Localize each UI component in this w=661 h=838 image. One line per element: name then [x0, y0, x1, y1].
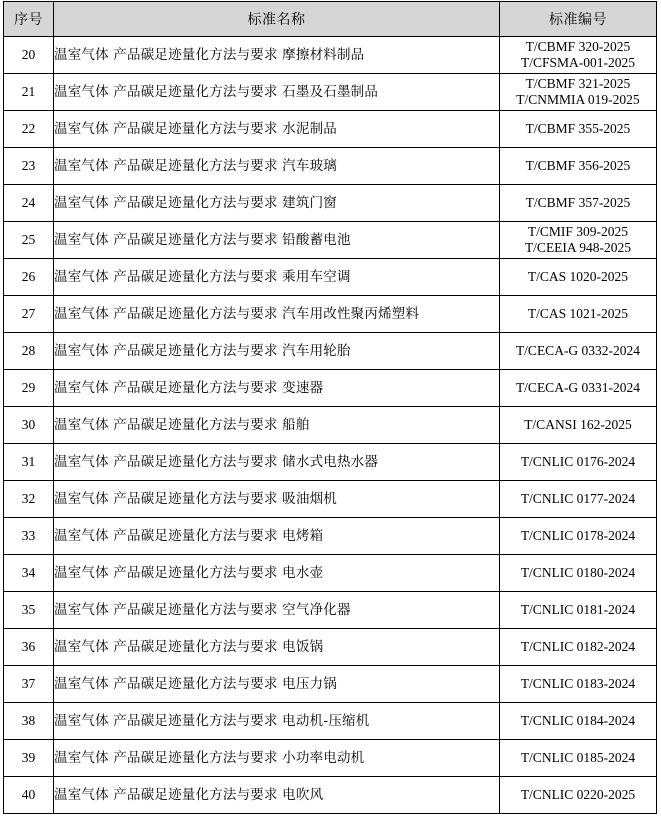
standard-code-line: T/CNLIC 0184-2024	[520, 713, 636, 728]
row-standard-code	[500, 518, 657, 555]
row-standard-name: 温室气体 产品碳足迹量化方法与要求 水泥制品	[54, 111, 500, 148]
standard-code-line: T/CBMF 356-2025	[525, 158, 631, 173]
standard-code-line: T/CNLIC 0176-2024	[520, 454, 636, 469]
row-standard-code	[500, 74, 657, 111]
table-row	[4, 740, 657, 777]
row-standard-code	[500, 444, 657, 481]
table-row	[4, 777, 657, 814]
row-standard-name: 温室气体 产品碳足迹量化方法与要求 摩擦材料制品	[54, 37, 500, 74]
standards-table	[3, 1, 657, 814]
table-header	[4, 2, 657, 37]
row-standard-name: 温室气体 产品碳足迹量化方法与要求 乘用车空调	[54, 259, 500, 296]
row-seq-number: 35	[4, 592, 54, 629]
table-row	[4, 259, 657, 296]
row-standard-code	[500, 185, 657, 222]
standard-code-line: T/CNLIC 0182-2024	[520, 639, 636, 654]
row-seq-number: 40	[4, 777, 54, 814]
row-standard-code	[500, 740, 657, 777]
standard-code-line: T/CBMF 321-2025	[525, 76, 631, 91]
table-row	[4, 111, 657, 148]
row-standard-name: 温室气体 产品碳足迹量化方法与要求 储水式电热水器	[54, 444, 500, 481]
standard-code-line: T/CNMMIA 019-2025	[516, 92, 640, 107]
row-seq-number: 34	[4, 555, 54, 592]
standard-code-line: T/CECA-G 0332-2024	[515, 343, 641, 358]
row-seq-number: 24	[4, 185, 54, 222]
row-seq-number: 38	[4, 703, 54, 740]
row-standard-name: 温室气体 产品碳足迹量化方法与要求 电压力锅	[54, 666, 500, 703]
row-standard-name: 温室气体 产品碳足迹量化方法与要求 变速器	[54, 370, 500, 407]
standard-code-line: T/CANSI 162-2025	[524, 417, 632, 432]
row-seq-number: 23	[4, 148, 54, 185]
table-row	[4, 407, 657, 444]
row-standard-name: 温室气体 产品碳足迹量化方法与要求 电吹风	[54, 777, 500, 814]
table-row	[4, 185, 657, 222]
row-seq-number: 27	[4, 296, 54, 333]
row-standard-code	[500, 777, 657, 814]
row-standard-code	[500, 37, 657, 74]
table-row	[4, 444, 657, 481]
header-row	[4, 2, 657, 37]
row-seq-number: 33	[4, 518, 54, 555]
standard-code-line: T/CNLIC 0183-2024	[520, 676, 636, 691]
standard-code-line: T/CECA-G 0331-2024	[515, 380, 641, 395]
row-standard-name: 温室气体 产品碳足迹量化方法与要求 吸油烟机	[54, 481, 500, 518]
row-seq-number: 39	[4, 740, 54, 777]
table-row	[4, 37, 657, 74]
row-seq-number: 37	[4, 666, 54, 703]
standard-code-line: T/CAS 1021-2025	[527, 306, 629, 321]
row-standard-name: 温室气体 产品碳足迹量化方法与要求 电水壶	[54, 555, 500, 592]
row-standard-code	[500, 222, 657, 259]
row-standard-name: 温室气体 产品碳足迹量化方法与要求 铅酸蓄电池	[54, 222, 500, 259]
row-standard-name: 温室气体 产品碳足迹量化方法与要求 汽车用轮胎	[54, 333, 500, 370]
standard-code-line: T/CAS 1020-2025	[527, 269, 629, 284]
standard-code-line: T/CBMF 355-2025	[525, 121, 631, 136]
table-row	[4, 333, 657, 370]
row-seq-number: 22	[4, 111, 54, 148]
row-standard-code	[500, 407, 657, 444]
row-standard-code	[500, 629, 657, 666]
header-seq: 序号	[4, 2, 54, 37]
row-seq-number: 32	[4, 481, 54, 518]
standard-code-line: T/CNLIC 0181-2024	[520, 602, 636, 617]
standard-code-line: T/CNLIC 0178-2024	[520, 528, 636, 543]
row-seq-number: 25	[4, 222, 54, 259]
table-row	[4, 148, 657, 185]
table-row	[4, 703, 657, 740]
standard-code-line: T/CNLIC 0185-2024	[520, 750, 636, 765]
row-seq-number: 31	[4, 444, 54, 481]
row-standard-code	[500, 148, 657, 185]
standard-code-line: T/CBMF 320-2025	[525, 39, 631, 54]
standard-code-line: T/CNLIC 0220-2025	[520, 787, 636, 802]
table-row	[4, 222, 657, 259]
row-standard-code	[500, 296, 657, 333]
standard-code-line: T/CNLIC 0180-2024	[520, 565, 636, 580]
row-standard-name: 温室气体 产品碳足迹量化方法与要求 小功率电动机	[54, 740, 500, 777]
row-seq-number: 29	[4, 370, 54, 407]
row-standard-name: 温室气体 产品碳足迹量化方法与要求 电烤箱	[54, 518, 500, 555]
row-standard-name: 温室气体 产品碳足迹量化方法与要求 建筑门窗	[54, 185, 500, 222]
standard-code-line: T/CMIF 309-2025	[527, 224, 629, 239]
table-row	[4, 481, 657, 518]
row-standard-name: 温室气体 产品碳足迹量化方法与要求 船舶	[54, 407, 500, 444]
header-code: 标准编号	[500, 2, 657, 37]
table-row	[4, 666, 657, 703]
standard-code-line: T/CNLIC 0177-2024	[520, 491, 636, 506]
table-row	[4, 74, 657, 111]
row-seq-number: 30	[4, 407, 54, 444]
row-standard-code	[500, 703, 657, 740]
row-standard-name: 温室气体 产品碳足迹量化方法与要求 汽车玻璃	[54, 148, 500, 185]
standard-code-line: T/CFSMA-001-2025	[520, 55, 635, 70]
table-row	[4, 592, 657, 629]
row-seq-number: 21	[4, 74, 54, 111]
table-body	[4, 37, 657, 814]
table-row	[4, 629, 657, 666]
row-standard-code	[500, 259, 657, 296]
row-standard-name: 温室气体 产品碳足迹量化方法与要求 电饭锅	[54, 629, 500, 666]
row-standard-code	[500, 370, 657, 407]
row-seq-number: 26	[4, 259, 54, 296]
row-seq-number: 20	[4, 37, 54, 74]
row-standard-code	[500, 333, 657, 370]
table-row	[4, 296, 657, 333]
table-row	[4, 518, 657, 555]
row-seq-number: 36	[4, 629, 54, 666]
row-standard-name: 温室气体 产品碳足迹量化方法与要求 汽车用改性聚丙烯塑料	[54, 296, 500, 333]
row-standard-code	[500, 111, 657, 148]
standard-code-line: T/CBMF 357-2025	[525, 195, 631, 210]
row-standard-code	[500, 481, 657, 518]
row-standard-name: 温室气体 产品碳足迹量化方法与要求 空气净化器	[54, 592, 500, 629]
row-standard-name: 温室气体 产品碳足迹量化方法与要求 电动机-压缩机	[54, 703, 500, 740]
row-standard-code	[500, 592, 657, 629]
table-row	[4, 370, 657, 407]
header-name: 标准名称	[54, 2, 500, 37]
table-row	[4, 555, 657, 592]
row-standard-code	[500, 555, 657, 592]
row-seq-number: 28	[4, 333, 54, 370]
row-standard-code	[500, 666, 657, 703]
standard-code-line: T/CEEIA 948-2025	[524, 240, 632, 255]
row-standard-name: 温室气体 产品碳足迹量化方法与要求 石墨及石墨制品	[54, 74, 500, 111]
